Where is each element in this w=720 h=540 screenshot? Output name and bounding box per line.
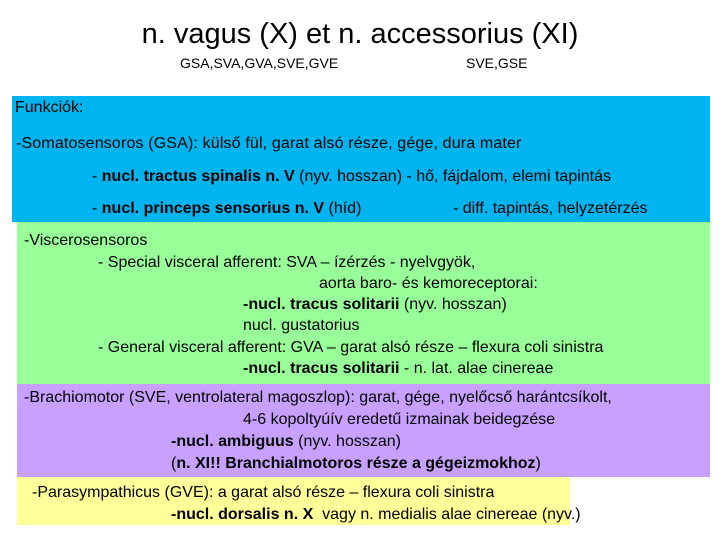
ambiguus-line — [171, 432, 401, 452]
line-prefix: - — [92, 168, 102, 185]
dorsalis-line — [171, 505, 581, 525]
nucl-tractus-spinalis-line — [92, 167, 611, 187]
line-detail: vagy n. medialis alae cinereae (nyv.) — [313, 506, 581, 523]
kopoltyuiv-line: 4-6 kopoltyúív eredetű izmainak beidegzése — [243, 411, 556, 428]
line-detail: - n. lat. alae cinereae — [399, 360, 554, 377]
gsa-line: -Somatosensoros (GSA): külső fül, garat alsó része, gége, dura mater — [16, 135, 522, 152]
sva-line: - Special visceral afferent: SVA – ízérzés - nyelvgyök, — [98, 254, 476, 271]
gva-line: - General visceral afferent: GVA – garat alsó része – flexura coli sinistra — [98, 339, 604, 356]
solitarii-line-2 — [243, 359, 553, 379]
line-detail: (nyv. hosszan) — [399, 296, 507, 313]
solitarii-line-1 — [243, 295, 507, 315]
nucleus-name: nucl. tractus spinalis n. V — [101, 168, 295, 185]
paren-open: ( — [171, 455, 177, 472]
brachiomotor-line: -Brachiomotor (SVE, ventrolateral magoszlop): garat, gége, nyelőcső harántcsíkolt, — [24, 389, 612, 406]
n-xi-note: n. XI!! Branchialmotoros része a gégeizmokhoz — [176, 455, 536, 472]
aorta-line: aorta baro- és kemoreceptorai: — [319, 275, 538, 292]
fiber-types-vagus: GSA,SVA,GVA,SVE,GVE — [180, 55, 339, 71]
line-detail: (nyv. hosszan) - hő, fájdalom, elemi tapintás — [294, 168, 612, 185]
nucleus-name: -nucl. tracus solitarii — [243, 296, 400, 313]
nucleus-name: -nucl. tracus solitarii — [243, 360, 400, 377]
gustatorius-line: nucl. gustatorius — [243, 317, 360, 334]
parasympathetic-line: -Parasympathicus (GVE): a garat alsó része – flexura coli sinistra — [32, 484, 495, 501]
line-prefix: - — [92, 200, 102, 217]
line-detail: (nyv. hosszan) — [293, 433, 401, 450]
viscerosensory-heading: -Viscerosensoros — [24, 232, 148, 249]
n-xi-line — [171, 454, 541, 474]
nucleus-name: nucl. princeps sensorius n. V — [101, 200, 325, 217]
paren-close: ) — [535, 455, 541, 472]
nucl-princeps-line — [92, 199, 361, 219]
fiber-types-accessorius: SVE,GSE — [466, 55, 528, 71]
functions-heading: Funkciók: — [15, 99, 84, 116]
diff-tapintas-text: - diff. tapintás, helyzetérzés — [453, 200, 648, 217]
nucleus-name: -nucl. dorsalis n. X — [171, 506, 314, 523]
slide-title: n. vagus (X) et n. accessorius (XI) — [141, 18, 579, 50]
nucleus-name: -nucl. ambiguus — [171, 433, 294, 450]
line-detail: (híd) — [324, 200, 362, 217]
